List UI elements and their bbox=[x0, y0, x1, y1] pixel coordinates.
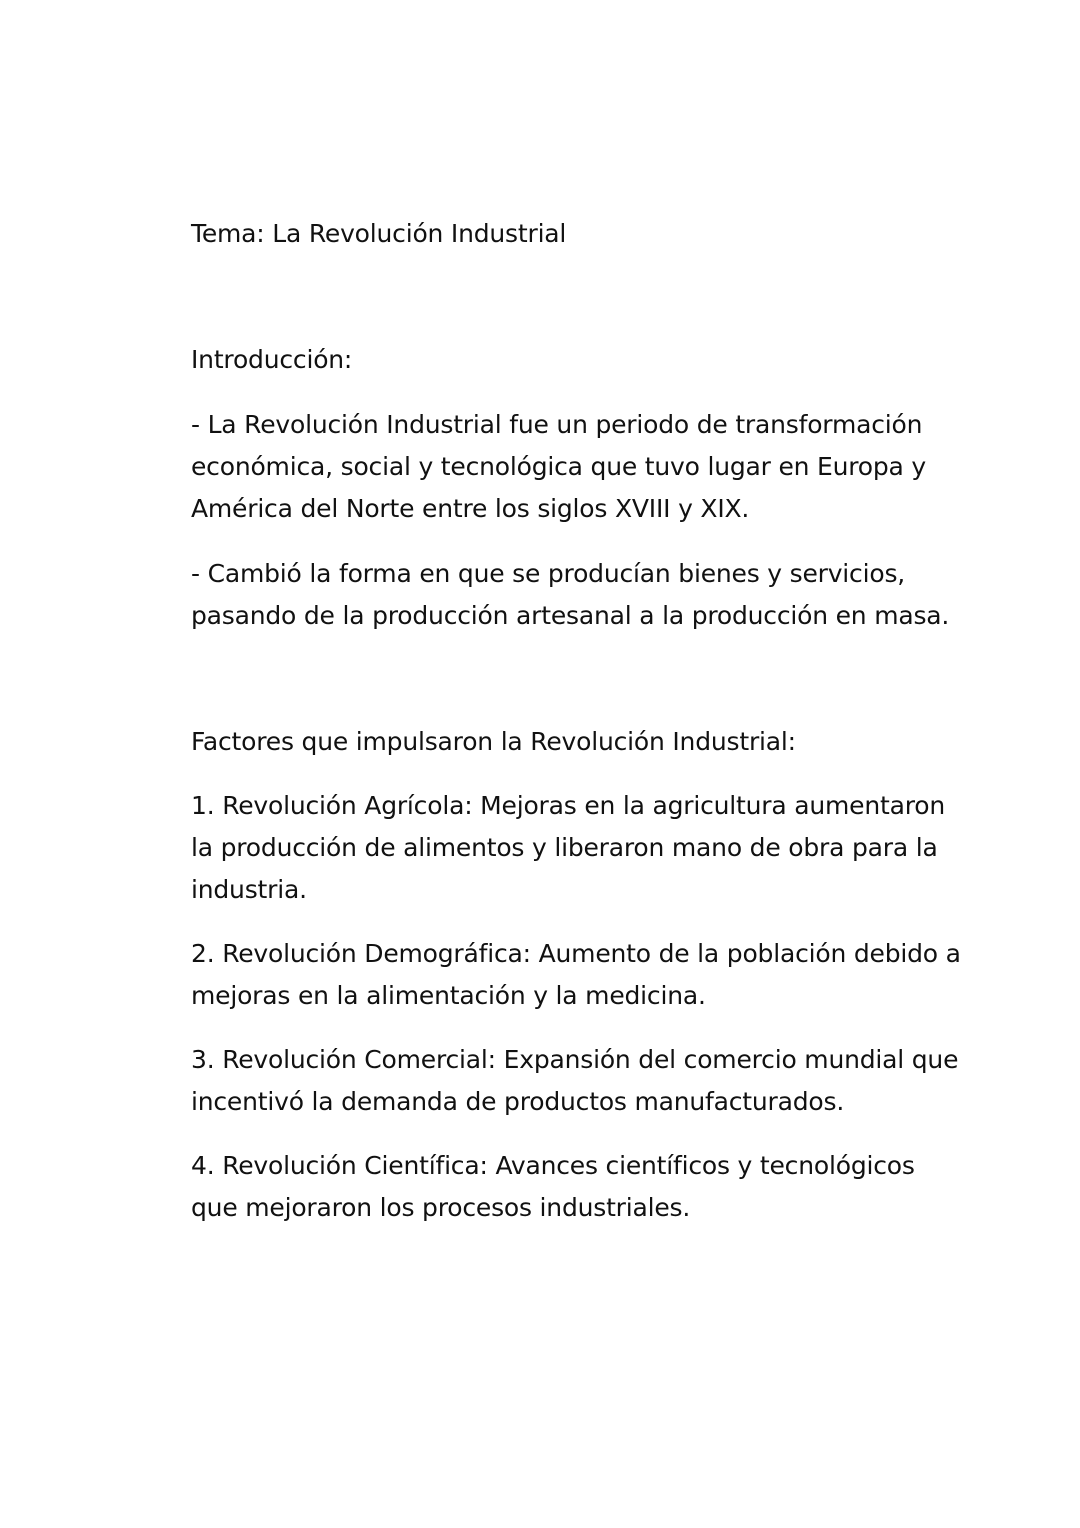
factor-item-3-line-1: 3. Revolución Comercial: Expansión del comercio mundial que bbox=[191, 1045, 959, 1074]
factor-item-4-line-2: que mejoraron los procesos industriales. bbox=[191, 1193, 691, 1222]
introduction-paragraph-1-line-3: América del Norte entre los siglos XVIII y XIX. bbox=[191, 494, 750, 523]
factor-item-2-line-1: 2. Revolución Demográfica: Aumento de la población debido a bbox=[191, 939, 961, 968]
document-title: Tema: La Revolución Industrial bbox=[191, 219, 567, 248]
factor-item-1-line-2: la producción de alimentos y liberaron mano de obra para la bbox=[191, 833, 938, 862]
introduction-paragraph-1-line-2: económica, social y tecnológica que tuvo lugar en Europa y bbox=[191, 452, 927, 481]
introduction-paragraph-2-line-1: - Cambió la forma en que se producían bienes y servicios, bbox=[191, 559, 906, 588]
factor-item-1-line-1: 1. Revolución Agrícola: Mejoras en la agricultura aumentaron bbox=[191, 791, 945, 820]
factors-heading: Factores que impulsaron la Revolución Industrial: bbox=[191, 727, 796, 756]
factor-item-3-line-2: incentivó la demanda de productos manufacturados. bbox=[191, 1087, 845, 1116]
introduction-paragraph-1-line-1: - La Revolución Industrial fue un periodo de transformación bbox=[191, 410, 923, 439]
factor-item-2-line-2: mejoras en la alimentación y la medicina. bbox=[191, 981, 706, 1010]
introduction-heading: Introducción: bbox=[191, 345, 353, 374]
factor-item-4-line-1: 4. Revolución Científica: Avances científicos y tecnológicos bbox=[191, 1151, 915, 1180]
factor-item-1-line-3: industria. bbox=[191, 875, 307, 904]
introduction-paragraph-2-line-2: pasando de la producción artesanal a la producción en masa. bbox=[191, 601, 950, 630]
